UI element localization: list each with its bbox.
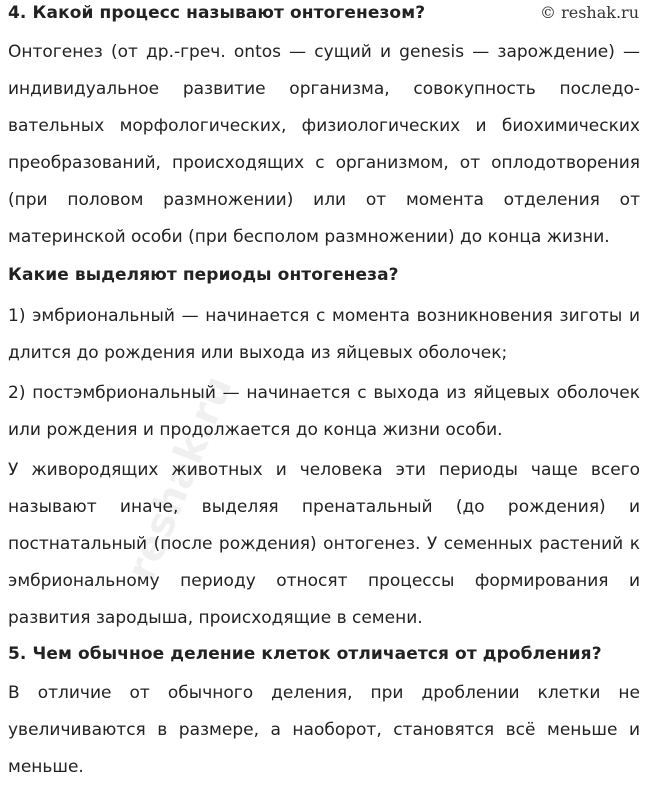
question-5-title: 5. Чем обычное деление клеток отличается от дробления? — [8, 644, 602, 664]
document-body — [8, 0, 640, 786]
period-embryonic: 1) эмбриональный — начинается с момента возникновения зиготы и длится до рождения или выхода из яйцевых оболочек; — [8, 306, 640, 363]
periods-title: Какие выделяют периоды онтогенеза? — [8, 265, 399, 285]
periods-note: У живородящих животных и человека эти периоды чаще всего называют иначе, выделяя пренатальный (до рождения) и постнатальный (после рождения) онтогенез. У семенных растений к эмбриональному периоду относят процессы формирования и развития зародыша, происходящие в семени. — [8, 460, 640, 628]
question-5-answer: В отличие от обычного деления, при дроблении клетки не увеличиваются в размере, а наоборот, становятся всё меньше и меньше. — [8, 683, 640, 777]
period-postembryonic: 2) постэмбриональный — начинается с выхода из яйцевых оболочек или рождения и продолжается до конца жизни особи. — [8, 383, 640, 440]
question-4-answer: Онтогенез (от др.-греч. ontos — сущий и genesis — зарождение) — индивидуальное развитие организма, совокупность последо-вательных морфологических, физиологических и биохимических преобразований, происходящих с организмом, от оплодотворения (при половом размножении) или от момента отделения от материнской особи (при бесполом размножении) до конца жизни. — [8, 42, 640, 247]
diagonal-watermark: reshak.ru — [118, 369, 242, 588]
question-4-title: 4. Какой процесс называют онтогенезом? — [8, 3, 426, 23]
reshak-watermark: © reshak.ru — [540, 3, 639, 22]
